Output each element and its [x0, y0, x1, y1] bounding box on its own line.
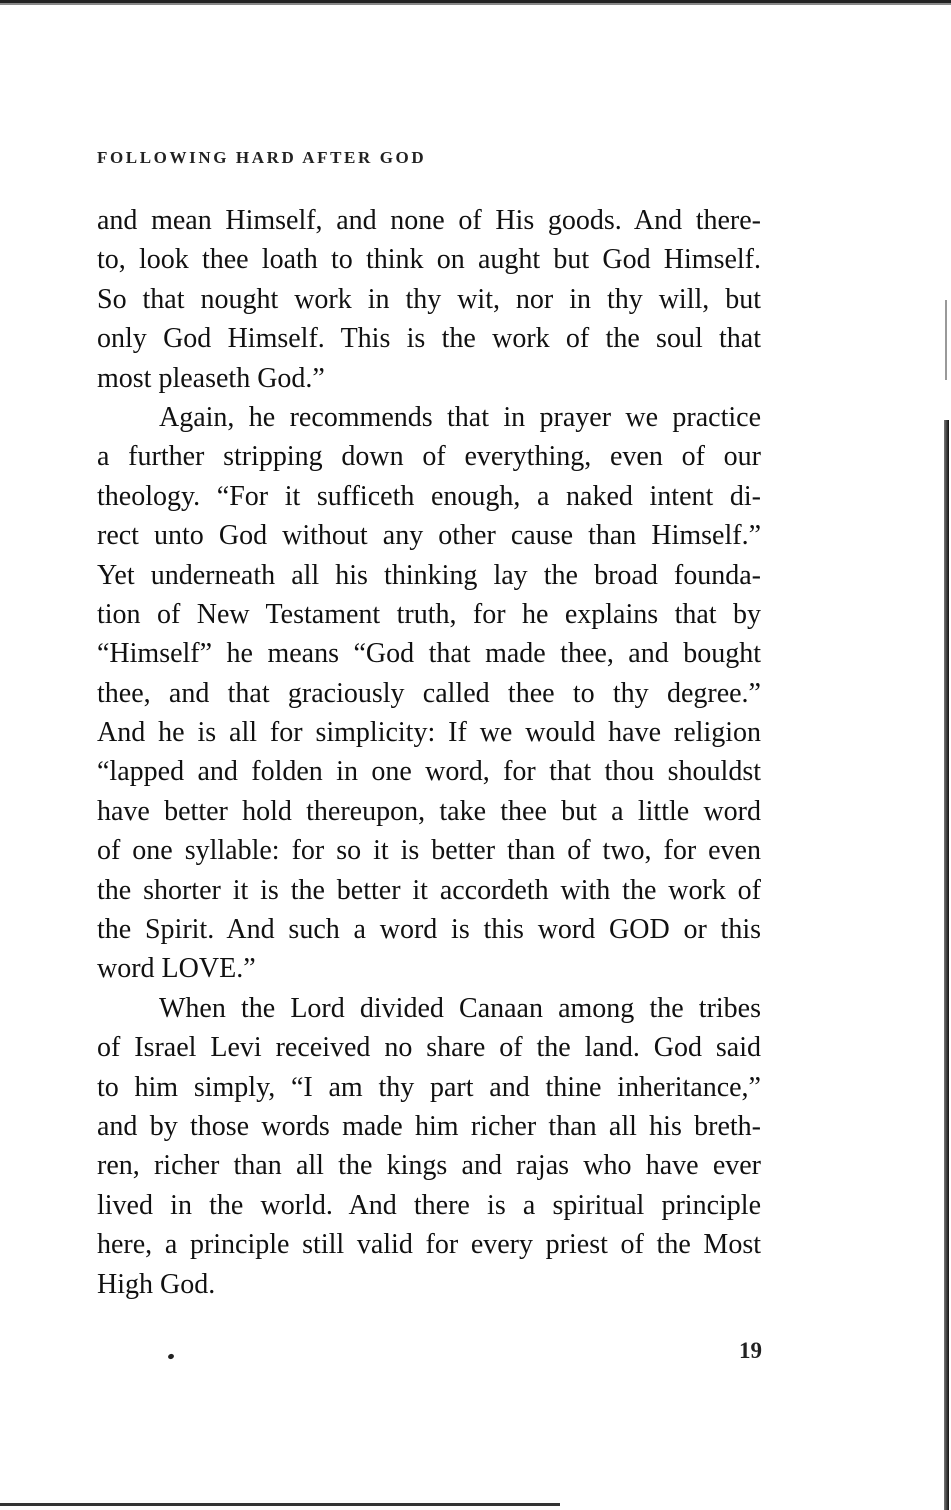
text-line: ren, richer than all the kings and rajas who have ever — [97, 1150, 761, 1182]
text-line: word LOVE.” — [97, 953, 256, 985]
text-line: lived in the world. And there is a spiritual principle — [97, 1189, 761, 1221]
text-line: theology. “For it sufficeth enough, a naked intent di- — [97, 480, 761, 512]
text-line: and by those words made him richer than all his breth- — [97, 1110, 761, 1142]
text-line: rect unto God without any other cause than Himself.” — [97, 520, 761, 552]
paragraph — [97, 398, 761, 989]
page-number: 19 — [739, 1338, 762, 1363]
text-line: most pleaseth God.” — [97, 362, 325, 394]
text-line: High God. — [97, 1268, 216, 1300]
page-right-edge-shadow — [945, 300, 947, 380]
text-line: only God Himself. This is the work of the soul that — [97, 323, 761, 355]
page-top-edge — [0, 0, 951, 5]
text-line: here, a principle still valid for every priest of the Most — [97, 1229, 761, 1261]
text-line: tion of New Testament truth, for he explains that by — [97, 598, 761, 630]
page-right-edge — [944, 420, 949, 1510]
text-line: the shorter it is the better it accordeth with the work of — [97, 874, 761, 906]
text-line: When the Lord divided Canaan among the tribes — [159, 992, 761, 1024]
page-bottom-edge — [0, 1503, 560, 1506]
text-line: “Himself” he means “God that made thee, and bought — [97, 638, 761, 670]
ink-speck — [167, 1353, 174, 1360]
paragraph — [97, 989, 761, 1304]
text-line: to, look thee loath to think on aught but God Himself. — [97, 244, 761, 276]
running-head: FOLLOWING HARD AFTER GOD — [97, 148, 427, 167]
text-line: Yet underneath all his thinking lay the broad founda- — [97, 559, 761, 591]
text-line: So that nought work in thy wit, nor in thy will, but — [97, 283, 761, 315]
text-line: thee, and that graciously called thee to thy degree.” — [97, 677, 761, 709]
text-line: have better hold thereupon, take thee but a little word — [97, 795, 761, 827]
text-line: a further stripping down of everything, even of our — [97, 441, 761, 473]
body-text — [97, 201, 761, 1304]
text-line: Again, he recommends that in prayer we practice — [159, 401, 761, 433]
text-line: “lapped and folden in one word, for that thou shouldst — [97, 756, 761, 788]
paragraph — [97, 201, 761, 398]
text-line: of one syllable: for so it is better than of two, for even — [97, 835, 761, 867]
text-line: to him simply, “I am thy part and thine inheritance,” — [97, 1071, 761, 1103]
text-line: and mean Himself, and none of His goods. And there- — [97, 205, 761, 236]
text-line: And he is all for simplicity: If we would have religion — [97, 717, 761, 749]
text-line: the Spirit. And such a word is this word GOD or this — [97, 914, 761, 946]
text-line: of Israel Levi received no share of the land. God said — [97, 1032, 761, 1064]
